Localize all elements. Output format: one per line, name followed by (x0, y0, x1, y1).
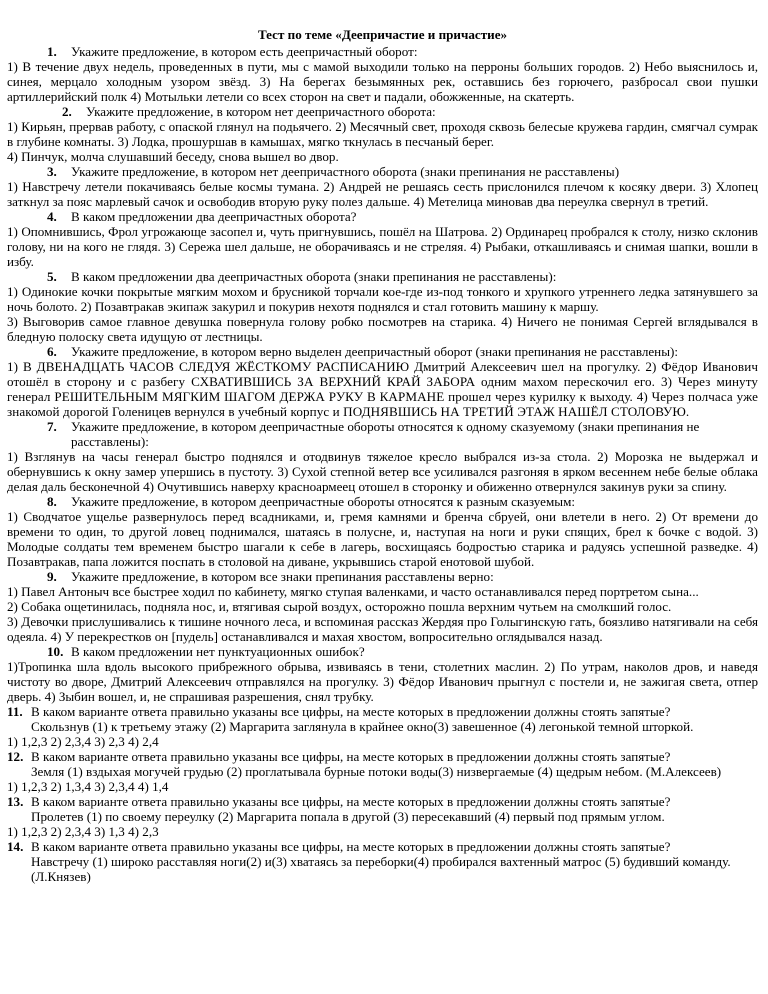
question-prompt: В каком варианте ответа правильно указаны все цифры, на месте которых в предложении должны стоять запятые? (31, 704, 671, 719)
question-number: 6. (47, 344, 57, 359)
answer-options: 1) 1,2,3 2) 2,3,4 3) 2,3 4) 2,4 (7, 734, 159, 749)
question-number: 11. (7, 704, 23, 719)
question-prompt: В каком предложении два деепричастных оборота? (71, 209, 357, 224)
question-sentence: Скользнув (1) к третьему этажу (2) Маргарита заглянула в крайнее окно(3) завешенное (4) легонькой темной шторкой. (31, 719, 694, 734)
question-8-text: 1) Сводчатое ущелье развернулось перед всадниками, и, гремя камнями и бренча сбруей, они влетели в него. 2) От времени до времени то один, то другой ловец поднимался, шатаясь в полусне, и, наступая на ноги и руки спящих, брел к бочке с водой. 3) Молодые солдаты тем временем быстро шагали к себе в лагерь, восхищаясь бодростью старика и радуясь успешной разведке. 4) Позавтракав, папа ложится поспать в столовой на диване, укрывшись старой енотовой шубой. (7, 509, 758, 569)
question-sentence: Пролетев (1) по своему переулку (2) Маргарита попала в другой (3) пересекавший (4) первый под прямым углом. (31, 809, 665, 824)
question-prompt: Укажите предложение, в котором все знаки препинания расставлены верно: (71, 569, 494, 584)
question-number: 10. (47, 644, 64, 659)
question-2-text-cont: 4) Пинчук, молча слушавший беседу, снова вышел во двор. (7, 149, 339, 164)
question-prompt: Укажите предложение, в котором верно выделен деепричастный оборот (знаки препинания не расставлены): (71, 344, 678, 359)
question-7-text: 1) Взглянув на часы генерал быстро поднялся и отодвинув тяжелое кресло выбрался из-за стола. 2) Морозка не выдержал и обернувшись к окну замер упершись в пустоту. 3) Сухой степной ветер все усиливался разгоняя в ярком весеннем небе белые облака делая даль бесконечной 4) Очутившись наверху красноармеец отошел в сторонку и обиженно отвернулся закинув руки за спину. (7, 449, 758, 494)
question-2-heading (7, 104, 758, 119)
question-prompt: Укажите предложение, в котором нет деепричастного оборота (знаки препинания не расставлены) (71, 164, 620, 179)
question-number: 8. (47, 494, 57, 509)
answer-options: 1) 1,2,3 2) 1,3,4 3) 2,3,4 4) 1,4 (7, 779, 169, 794)
question-prompt: В каком предложении два деепричастных оборота (знаки препинания не расставлены): (71, 269, 557, 284)
question-9-heading (7, 569, 758, 584)
question-5-text-cont: 3) Выговорив самое главное девушка повернула голову робко посмотрев на старика. 4) Ничего не понимая Сергей вглядывался в бледную полоску света идущую от лестницы. (7, 314, 758, 344)
question-number: 9. (47, 569, 57, 584)
question-number: 2. (62, 104, 72, 119)
question-2-text: 1) Кирьян, прервав работу, с опаской глянул на подьячего. 2) Месячный свет, проходя сквозь белесые кружева гардин, смягчал сумрак в глубине комнаты. 3) Лодка, прошуршав в камышах, мягко ткнулась в песчаный берег. (7, 119, 758, 149)
question-prompt: Укажите предложение, в котором нет деепричастного оборота: (86, 104, 436, 119)
question-5-heading (7, 269, 758, 284)
question-9-text-cont2: 3) Девочки прислушивались к тишине ночного леса, и вспоминая рассказ Жердяя про Голыгинскую гать, боязливо натягивали на себя одеяла. 4) У перекрестков он [пудель] останавливался и махая хвостом, вопросительно оглядывался назад. (7, 614, 758, 644)
question-13 (7, 794, 758, 824)
question-7-heading-cont: расставлены): (71, 434, 149, 449)
question-10-heading (7, 644, 758, 659)
question-number: 3. (47, 164, 57, 179)
question-prompt: Укажите предложение, в котором деепричастные обороты относятся к одному сказуемому (знаки препинания не (71, 419, 700, 434)
question-11 (7, 704, 758, 734)
question-4-heading (7, 209, 758, 224)
question-number: 7. (47, 419, 57, 434)
question-number: 13. (7, 794, 24, 809)
answer-options: 1) 1,2,3 2) 2,3,4 3) 1,3 4) 2,3 (7, 824, 159, 839)
question-6-text: 1) В ДВЕНАДЦАТЬ ЧАСОВ СЛЕДУЯ ЖЁСТКОМУ РАСПИСАНИЮ Дмитрий Алексеевич шел на прогулку. 2) Фёдор Иванович отошёл в сторону и с разбегу СХВАТИВШИСЬ ЗА ВЕРХНИЙ КРАЙ ЗАБОРА одним махом перескочил его. 3) Через минуту генерал РЕШИТЕЛЬНЫМ МЯГКИМ ШАГОМ ДЕРЖА РУКУ В КАРМАНЕ прошел через курилку к выходу. 4) Через полчаса уже знакомой дорогой Голеницев вернулся в учебный корпус и ПОДНЯВШИСЬ НА ТРЕТИЙ ЭТАЖ НАШЁЛ СТОЛОВУЮ. (7, 359, 758, 419)
question-number: 14. (7, 839, 24, 854)
question-3-heading (7, 164, 758, 179)
question-sentence: Земля (1) вздыхая могучей грудью (2) проглатывала бурные потоки воды(3) низвергаемые (4) щедрым небом. (М.Алексеев) (31, 764, 722, 779)
question-14 (7, 839, 758, 884)
document-title: Тест по теме «Деепричастие и причастие» (257, 27, 508, 42)
question-number: 4. (47, 209, 57, 224)
question-number: 1. (47, 44, 57, 59)
question-5-text: 1) Одинокие кочки покрытые мягким мохом и брусникой торчали кое-где из-под тонкого и хрупкого утреннего ледка затянувшего за ночь болото. 2) Позавтракав экипаж закурил и покурив нехотя поднялся и стал готовить машину к маршу. (7, 284, 758, 314)
question-1-heading (7, 44, 758, 59)
question-prompt: В каком предложении нет пунктуационных ошибок? (71, 644, 365, 659)
question-10-text: 1)Тропинка шла вдоль высокого прибрежного обрыва, извиваясь в тени, столетних маслин. 2) По утрам, наколов дров, и наведя чистоту во дворе, Дмитрий Алексеевич отправлялся на прогулку. 3) Фёдор Иванович прыгнул с постели и, не зажигая света, отпер дверь. 4) Зыбин вошел, и, не спрашивая разрешения, снял трубку. (7, 659, 758, 704)
question-sentence: Навстречу (1) широко расставляя ноги(2) и(3) хватаясь за переборки(4) пробирался вахтенный матрос (5) будивший команду. (Л.Князев) (31, 854, 731, 884)
question-8-heading (7, 494, 758, 509)
question-6-heading (7, 344, 758, 359)
question-prompt: Укажите предложение, в котором есть деепричастный оборот: (71, 44, 418, 59)
question-9-text-cont: 2) Собака ощетинилась, подняла нос, и, втягивая сырой воздух, осторожно пошла верхним чутьем на смолкший голос. (7, 599, 672, 614)
question-7-heading (7, 419, 758, 434)
question-3-text: 1) Навстречу летели покачиваясь белые космы тумана. 2) Андрей не решаясь сесть прислонился плечом к косяку двери. 3) Хлопец заткнул за пояс марлевый сачок и освободив вторую руку полез дальше. 4) Метелица миновав два переулка свернул в третий. (7, 179, 758, 209)
question-12 (7, 749, 758, 779)
question-number: 12. (7, 749, 24, 764)
question-number: 5. (47, 269, 57, 284)
question-prompt: Укажите предложение, в котором деепричастные обороты относятся к разным сказуемым: (71, 494, 575, 509)
question-4-text: 1) Опомнившись, Фрол угрожающе засопел и, чуть пригнувшись, пошёл на Шатрова. 2) Ординарец пробрался к столу, низко склонив голову, ни на кого не глядя. 3) Сережа шел дальше, не оборачиваясь и не стреляя. 4) Рыбаки, откашливаясь и снимая шапки, вошли в избу. (7, 224, 758, 269)
question-prompt: В каком варианте ответа правильно указаны все цифры, на месте которых в предложении должны стоять запятые? (31, 794, 671, 809)
question-9-text: 1) Павел Антоныч все быстрее ходил по кабинету, мягко ступая валенками, и часто останавливался перед портретом сына... (7, 584, 699, 599)
question-prompt: В каком варианте ответа правильно указаны все цифры, на месте которых в предложении должны стоять запятые? (31, 749, 671, 764)
question-prompt: В каком варианте ответа правильно указаны все цифры, на месте которых в предложении должны стоять запятые? (31, 839, 671, 854)
question-1-text: 1) В течение двух недель, проведенных в пути, мы с мамой выходили только на перроны больших городов. 2) Небо выяснилось и, синея, мерцало холодным узором звёзд. 3) На берегах безымянных рек, оставшись без горючего, разбросал свои пушки артиллерийский полк 4) Мотыльки летели со всех сторон на свет и падали, обожженные, на скатерть. (7, 59, 758, 104)
